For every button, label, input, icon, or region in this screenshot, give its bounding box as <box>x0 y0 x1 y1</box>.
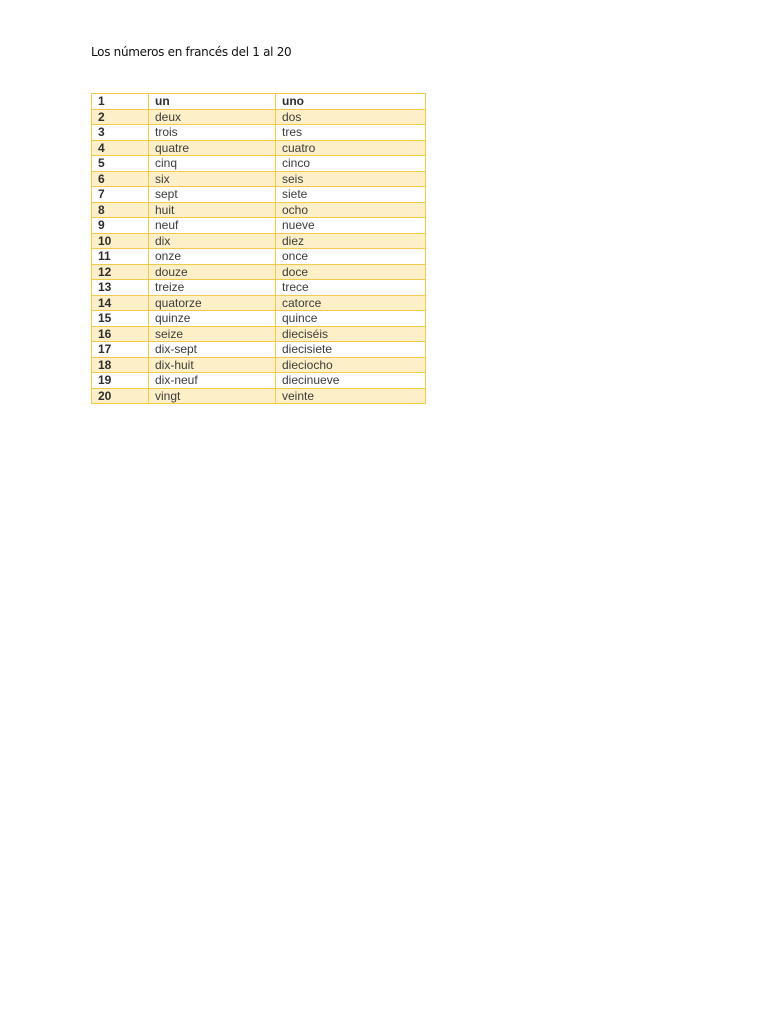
french-cell: cinq <box>149 156 276 172</box>
number-cell: 1 <box>92 94 149 110</box>
spanish-cell: diez <box>276 233 426 249</box>
number-cell: 19 <box>92 373 149 389</box>
table-row <box>92 156 426 172</box>
spanish-cell: dos <box>276 109 426 125</box>
table-row <box>92 357 426 373</box>
french-cell: quinze <box>149 311 276 327</box>
table-row <box>92 94 426 110</box>
french-cell: deux <box>149 109 276 125</box>
table-row <box>92 125 426 141</box>
spanish-cell: quince <box>276 311 426 327</box>
document-title: Los números en francés del 1 al 20 <box>91 45 292 59</box>
french-cell: treize <box>149 280 276 296</box>
table-row <box>92 140 426 156</box>
spanish-cell: dieciocho <box>276 357 426 373</box>
spanish-cell: tres <box>276 125 426 141</box>
number-cell: 12 <box>92 264 149 280</box>
number-cell: 8 <box>92 202 149 218</box>
numbers-table <box>91 93 426 404</box>
spanish-cell: once <box>276 249 426 265</box>
table-row <box>92 295 426 311</box>
spanish-cell: trece <box>276 280 426 296</box>
spanish-cell: uno <box>276 94 426 110</box>
table-row <box>92 326 426 342</box>
number-cell: 20 <box>92 388 149 404</box>
spanish-cell: ocho <box>276 202 426 218</box>
number-cell: 7 <box>92 187 149 203</box>
number-cell: 16 <box>92 326 149 342</box>
french-cell: dix-sept <box>149 342 276 358</box>
number-cell: 14 <box>92 295 149 311</box>
spanish-cell: doce <box>276 264 426 280</box>
french-cell: sept <box>149 187 276 203</box>
number-cell: 17 <box>92 342 149 358</box>
spanish-cell: seis <box>276 171 426 187</box>
number-cell: 2 <box>92 109 149 125</box>
french-cell: dix <box>149 233 276 249</box>
spanish-cell: siete <box>276 187 426 203</box>
spanish-cell: diecinueve <box>276 373 426 389</box>
french-cell: dix-huit <box>149 357 276 373</box>
spanish-cell: cinco <box>276 156 426 172</box>
french-cell: neuf <box>149 218 276 234</box>
number-cell: 10 <box>92 233 149 249</box>
french-cell: un <box>149 94 276 110</box>
table-row <box>92 264 426 280</box>
french-cell: six <box>149 171 276 187</box>
table-row <box>92 187 426 203</box>
spanish-cell: diecisiete <box>276 342 426 358</box>
number-cell: 11 <box>92 249 149 265</box>
number-cell: 4 <box>92 140 149 156</box>
french-cell: dix-neuf <box>149 373 276 389</box>
spanish-cell: catorce <box>276 295 426 311</box>
table-row <box>92 109 426 125</box>
number-cell: 3 <box>92 125 149 141</box>
number-cell: 5 <box>92 156 149 172</box>
number-cell: 18 <box>92 357 149 373</box>
table-row <box>92 311 426 327</box>
french-cell: quatorze <box>149 295 276 311</box>
french-cell: douze <box>149 264 276 280</box>
french-cell: seize <box>149 326 276 342</box>
spanish-cell: cuatro <box>276 140 426 156</box>
french-cell: trois <box>149 125 276 141</box>
table-row <box>92 388 426 404</box>
table-row <box>92 218 426 234</box>
number-cell: 6 <box>92 171 149 187</box>
table-row <box>92 171 426 187</box>
french-cell: quatre <box>149 140 276 156</box>
french-cell: huit <box>149 202 276 218</box>
table-row <box>92 202 426 218</box>
table-row <box>92 233 426 249</box>
table-row <box>92 280 426 296</box>
number-cell: 15 <box>92 311 149 327</box>
table-row <box>92 373 426 389</box>
table-row <box>92 249 426 265</box>
table-row <box>92 342 426 358</box>
french-cell: onze <box>149 249 276 265</box>
spanish-cell: veinte <box>276 388 426 404</box>
french-cell: vingt <box>149 388 276 404</box>
numbers-table-body <box>92 94 426 404</box>
number-cell: 13 <box>92 280 149 296</box>
spanish-cell: nueve <box>276 218 426 234</box>
spanish-cell: dieciséis <box>276 326 426 342</box>
number-cell: 9 <box>92 218 149 234</box>
